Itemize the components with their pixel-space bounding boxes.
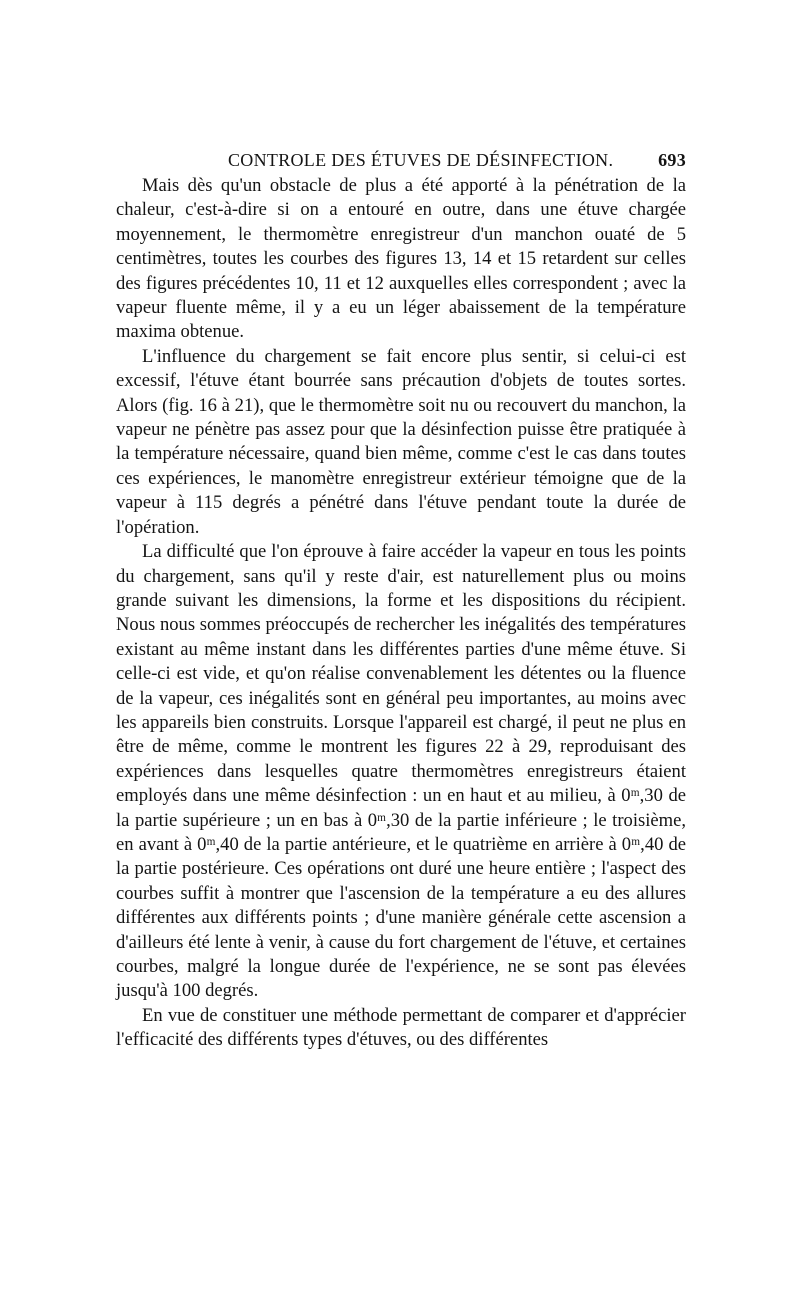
page-number: 693 [658, 150, 686, 170]
running-head-title: CONTROLE DES ÉTUVES DE DÉSINFECTION. [228, 150, 614, 170]
paragraph: Mais dès qu'un obstacle de plus a été apporté à la pénétration de la chaleur, c'est-à-dire si on a entouré en outre, dans une étuve chargée moyennement, le thermomètre enregistreur d'un manchon ouaté de 5 centimètres, toutes les courbes des figures 13, 14 et 15 retardent sur celles des figures précédentes 10, 11 et 12 auxquelles elles correspondent ; avec la vapeur fluente même, il y a eu un léger abaissement de la température maxima obtenue. [116, 175, 686, 343]
book-page [116, 144, 686, 1053]
body-text [116, 174, 686, 1053]
paragraph: L'influence du chargement se fait encore plus sentir, si celui-ci est excessif, l'étuve étant bourrée sans précaution d'objets de toutes sortes. Alors (fig. 16 à 21), que le thermomètre soit nu ou recouvert du manchon, la vapeur ne pénètre pas assez pour que la désinfection puisse être pratiquée à la température nécessaire, quand bien même, comme c'est le cas dans toutes ces expériences, le manomètre enregistreur extérieur témoigne que de la vapeur à 115 degrés a pénétré dans l'étuve pendant toute la durée de l'opération. [116, 345, 686, 538]
paragraph: En vue de constituer une méthode permettant de comparer et d'apprécier l'efficacité des différents types d'étuves, ou des différentes [116, 1004, 686, 1051]
paragraph: La difficulté que l'on éprouve à faire accéder la vapeur en tous les points du chargement, sans qu'il y reste d'air, est naturellement plus ou moins grande suivant les dimensions, la forme et les dispositions du récipient. Nous nous sommes préoccupés de rechercher les inégalités des températures existant au même instant dans les différentes parties d'une même étuve. Si celle-ci est vide, et qu'on réalise convenablement les détentes ou la fluence de la vapeur, ces inégalités sont en général peu importantes, au moins avec les appareils bien construits. Lorsque l'appareil est chargé, il peut ne plus en être de même, comme le montrent les figures 22 à 29, reproduisant des expériences dans lesquelles quatre thermomètres enregistreurs étaient employés dans une même désinfection : un en haut et au milieu, à 0ᵐ,30 de la partie supérieure ; un en bas à 0ᵐ,30 de la partie inférieure ; le troisième, en avant à 0ᵐ,40 de la partie antérieure, et le quatrième en arrière à 0ᵐ,40 de la partie postérieure. Ces opérations ont duré une heure entière ; l'aspect des courbes suffit à montrer que l'ascension de la température a eu des allures différentes aux différents points ; d'une manière générale cette ascension a d'ailleurs été lente à venir, à cause du fort chargement de l'étuve, et certaines courbes, malgré la longue durée de l'expérience, ne se sont pas élevées jusqu'à 100 degrés. [116, 541, 686, 1002]
running-head [116, 144, 686, 174]
